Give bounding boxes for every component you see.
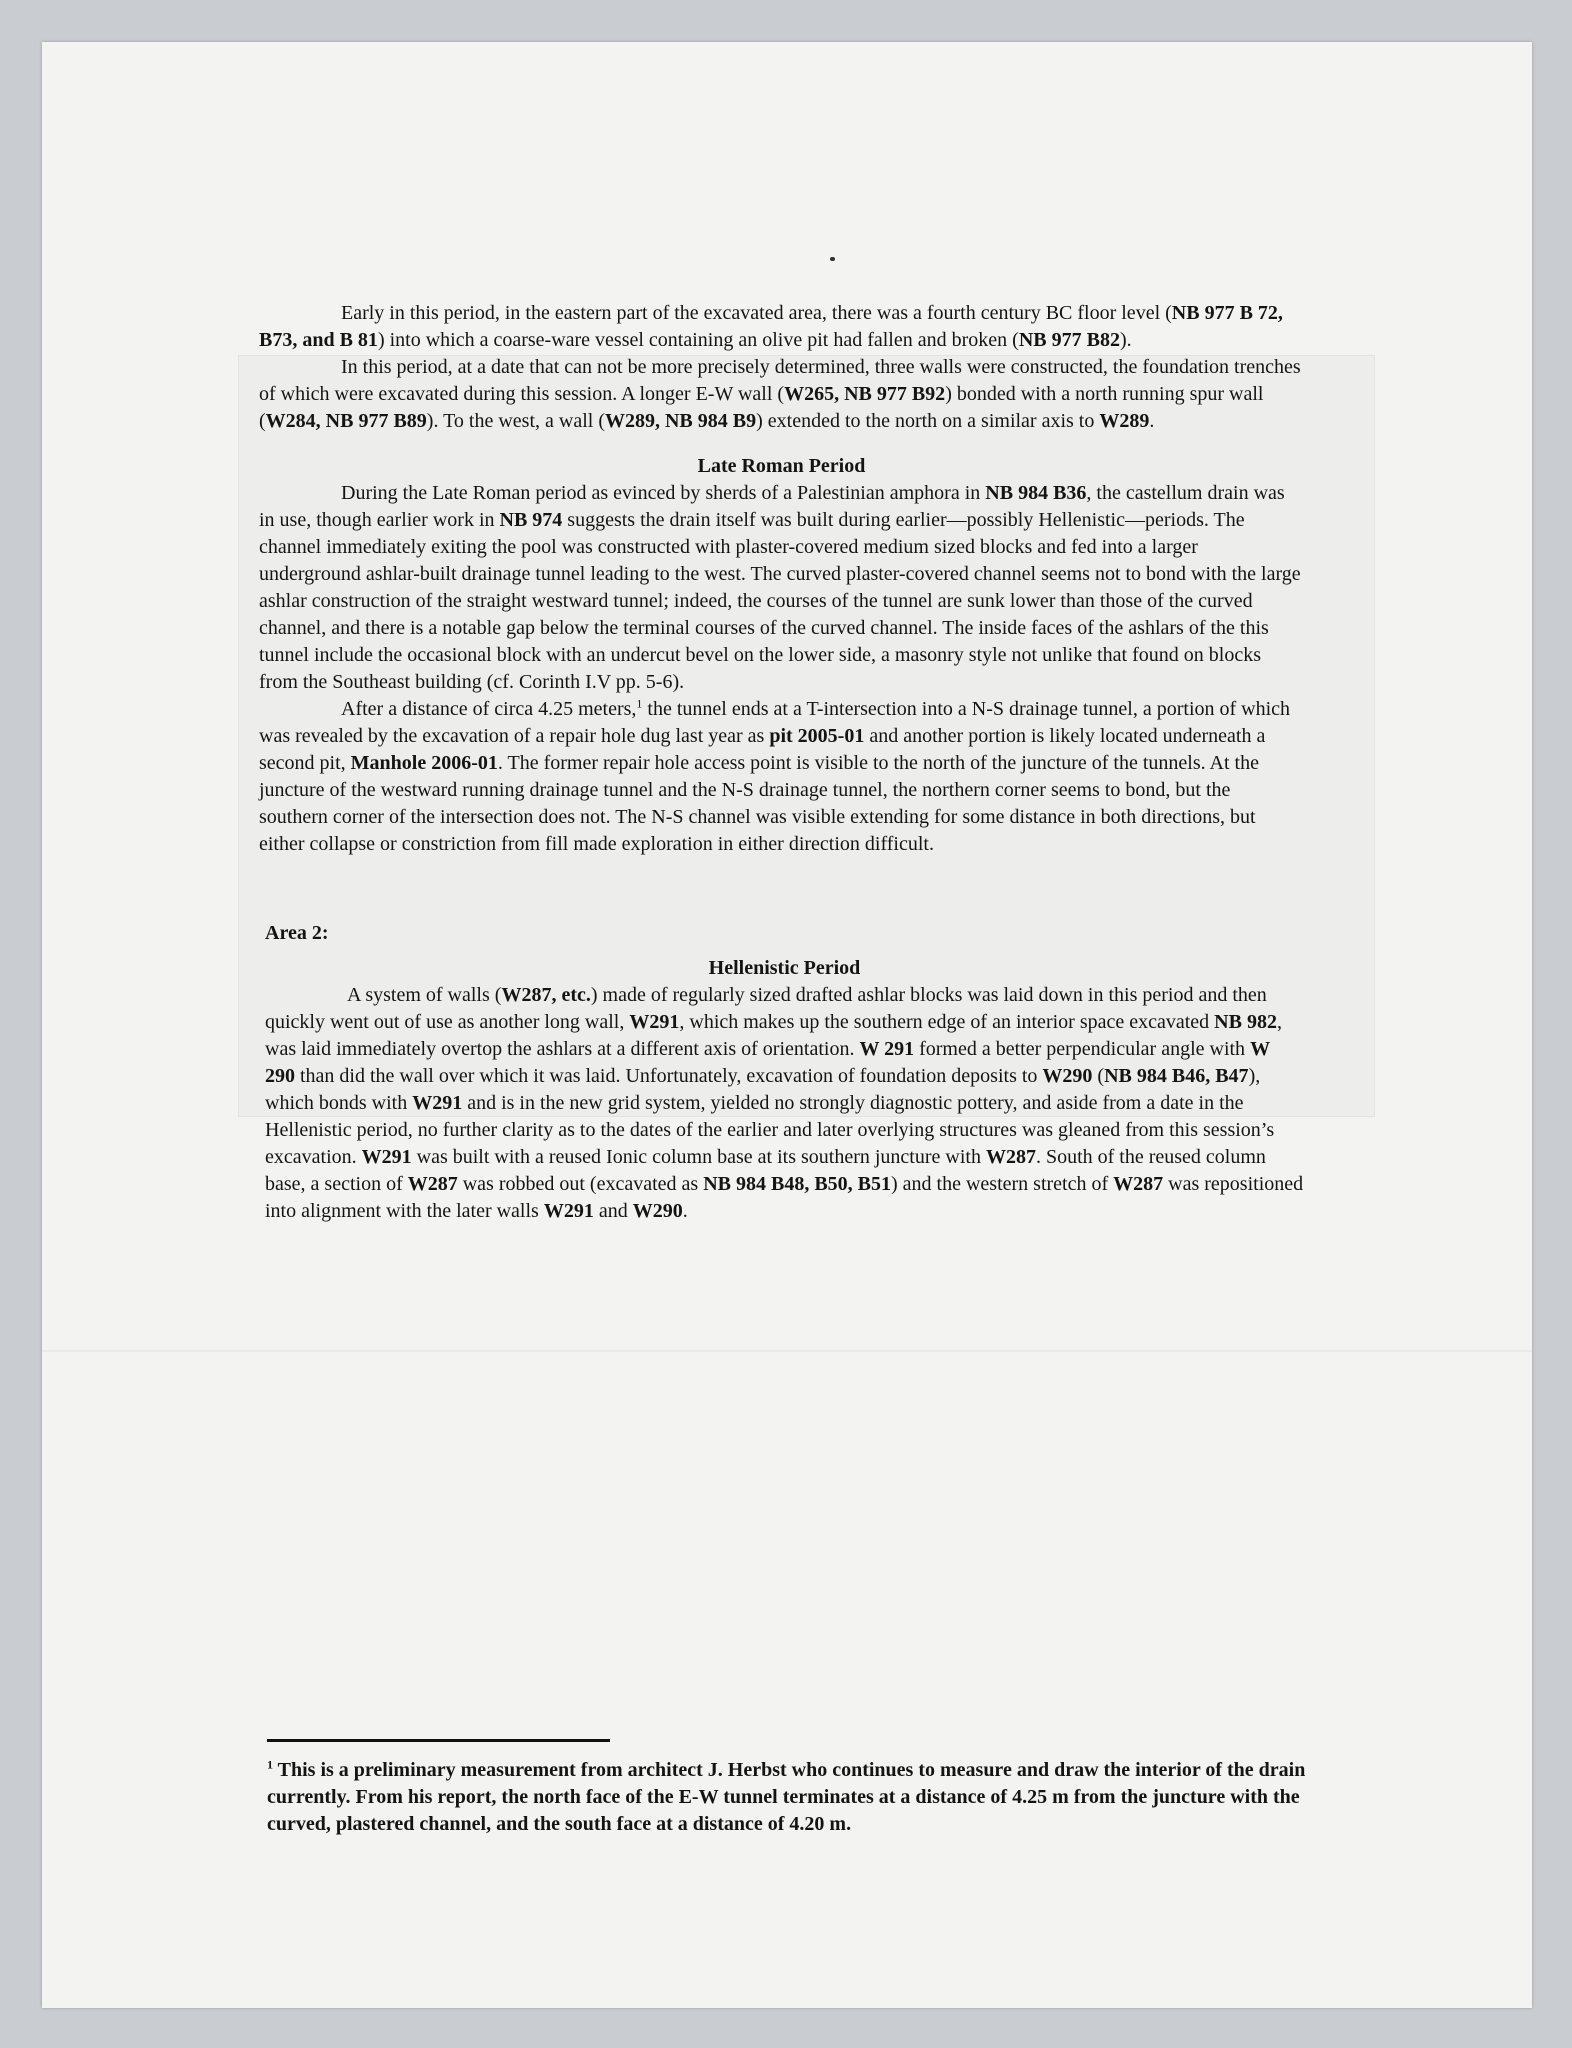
locus-ref: NB 974 (499, 509, 563, 531)
text-run: was built with a reused Ionic column base at its southern juncture with (411, 1146, 986, 1168)
locus-ref: W290 (1042, 1065, 1093, 1087)
locus-ref: W291 (412, 1092, 463, 1114)
paragraph-hellenistic-walls (265, 982, 1304, 1225)
footnote-text: This is a preliminary measurement from architect J. Herbst who continues to measure and draw the interior of the drain currently. From his report, the north face of the E-W tunnel terminates at a distance of 4.25 m from the juncture with the curved, plastered channel, and the south face at a distance of 4.20 m. (267, 1759, 1306, 1835)
text-run: formed a better perpendicular angle with (914, 1038, 1251, 1060)
text-run: ) bonded with a north running spur wall ( (259, 383, 1264, 432)
text-run: ) into which a coarse-ware vessel containing an olive pit had fallen and broken ( (377, 329, 1019, 351)
ink-speck (830, 257, 835, 261)
locus-ref: W290 (632, 1200, 683, 1222)
paragraph-late-roman-tunnel (259, 696, 1304, 858)
locus-ref: W291 (361, 1146, 412, 1168)
area-2-heading: Area 2: (265, 922, 329, 944)
text-run: , the castellum drain was in use, though earlier work in (259, 482, 1285, 531)
paragraph-late-roman-drain (259, 480, 1304, 696)
locus-ref: NB 984 B36 (985, 482, 1087, 504)
locus-ref: W291 (543, 1200, 594, 1222)
text-run: was repositioned into alignment with the later walls (265, 1173, 1304, 1222)
footnote (267, 1757, 1307, 1838)
locus-ref: W284, NB 977 B89 (265, 410, 427, 432)
text-run: suggests the drain itself was built during earlier—possibly Hellenistic—periods. The channel immediately exiting the pool was constructed with plaster-covered medium sized blocks and fed into a larger underground ashlar-built drainage tunnel leading to the west. The curved plaster-covered channel seems not to bond with the large ashlar construction of the straight westward tunnel; indeed, the courses of the tunnel are sunk lower than those of the curved channel, and there is a notable gap below the terminal courses of the curved channel. The inside faces of the ashlars of the this tunnel include the occasional block with an undercut bevel on the lower side, a masonry style not unlike that found on blocks from the Southeast building (cf. Corinth I.V pp. 5-6). (259, 509, 1301, 693)
locus-ref: W 290 (265, 1038, 1270, 1087)
text-run: ) and the western stretch of (891, 1173, 1114, 1195)
locus-ref: Manhole 2006-01 (350, 752, 498, 774)
text-run: A system of walls ( (347, 984, 502, 1006)
text-run: ). To the west, a wall ( (426, 410, 605, 432)
text-run: In this period, at a date that can not be more precisely determined, three walls were constructed, the foundation trenches of which were excavated during this session. A longer E-W wall ( (259, 356, 1301, 405)
text-run: , which makes up the southern edge of an interior space excavated (679, 1011, 1215, 1033)
paper-fold (42, 1350, 1532, 1352)
locus-ref: W291 (629, 1011, 680, 1033)
footnote-marker: 1 (636, 696, 643, 711)
text-run: and (593, 1200, 633, 1222)
locus-ref: NB 982 (1214, 1011, 1277, 1033)
locus-ref: W289 (1099, 410, 1150, 432)
locus-ref: W 291 (859, 1038, 915, 1060)
locus-ref: W265, NB 977 B92 (784, 383, 946, 405)
text-run: ( (1092, 1065, 1105, 1087)
footnote-marker: 1 (267, 1757, 273, 1772)
text-run: ) made of regularly sized drafted ashlar blocks was laid down in this period and then quickly went out of use as another long wall, (265, 984, 1267, 1033)
locus-ref: W289, NB 984 B9 (604, 410, 757, 432)
text-run: . The former repair hole access point is visible to the north of the juncture of the tunnels. At the juncture of the westward running drainage tunnel and the N-S drainage tunnel, the northern corner seems to bond, but the southern corner of the intersection does not. The N-S channel was visible extending for some distance in both directions, but either collapse or constriction from fill made exploration in either direction difficult. (259, 752, 1259, 855)
locus-ref: W287 (407, 1173, 458, 1195)
text-run: Early in this period, in the eastern part of the excavated area, there was a fourth century BC floor level ( (341, 302, 1172, 324)
text-run: After a distance of circa 4.25 meters, (341, 698, 637, 720)
locus-ref: NB 977 B82 (1018, 329, 1120, 351)
text-run: . South of the reused column base, a section of (265, 1146, 1266, 1195)
locus-ref: W287 (985, 1146, 1036, 1168)
text-run: . (1149, 410, 1155, 432)
text-run: , was laid immediately overtop the ashlars at a different axis of orientation. (265, 1011, 1282, 1060)
report-body (259, 300, 1304, 1225)
text-run: the tunnel ends at a T-intersection into a N-S drainage tunnel, a portion of which was revealed by the excavation of a repair hole dug last year as (259, 698, 1291, 747)
text-run: ), which bonds with (265, 1065, 1261, 1114)
locus-ref: NB 984 B46, B47 (1104, 1065, 1249, 1087)
paragraph-walls (259, 354, 1304, 435)
locus-ref: W287 (1113, 1173, 1164, 1195)
locus-ref: W287, etc. (501, 984, 591, 1006)
locus-ref: NB 984 B48, B50, B51 (703, 1173, 892, 1195)
text-run: than did the wall over which it was laid. Unfortunately, excavation of foundation deposits to (295, 1065, 1043, 1087)
text-run: ) extended to the north on a similar axis to (756, 410, 1100, 432)
text-run: and another portion is likely located underneath a second pit, (259, 725, 1266, 774)
paragraph-floor-level (259, 300, 1304, 354)
late-roman-heading: Late Roman Period (697, 455, 866, 477)
footnote-divider (267, 1739, 610, 1742)
text-run: and is in the new grid system, yielded no strongly diagnostic pottery, and aside from a date in the Hellenistic period, no further clarity as to the dates of the earlier and later overlying structures was gleaned from this session’s excavation. (265, 1092, 1275, 1168)
area-2-section (265, 955, 1304, 1225)
hellenistic-heading: Hellenistic Period (708, 957, 861, 979)
text-run: . (682, 1200, 688, 1222)
text-run: During the Late Roman period as evinced by sherds of a Palestinian amphora in (341, 482, 986, 504)
locus-ref: pit 2005-01 (769, 725, 865, 747)
text-run: ). (1119, 329, 1132, 351)
locus-ref: NB 977 B 72, B73, and B 81 (259, 302, 1283, 351)
text-run: was robbed out (excavated as (457, 1173, 704, 1195)
